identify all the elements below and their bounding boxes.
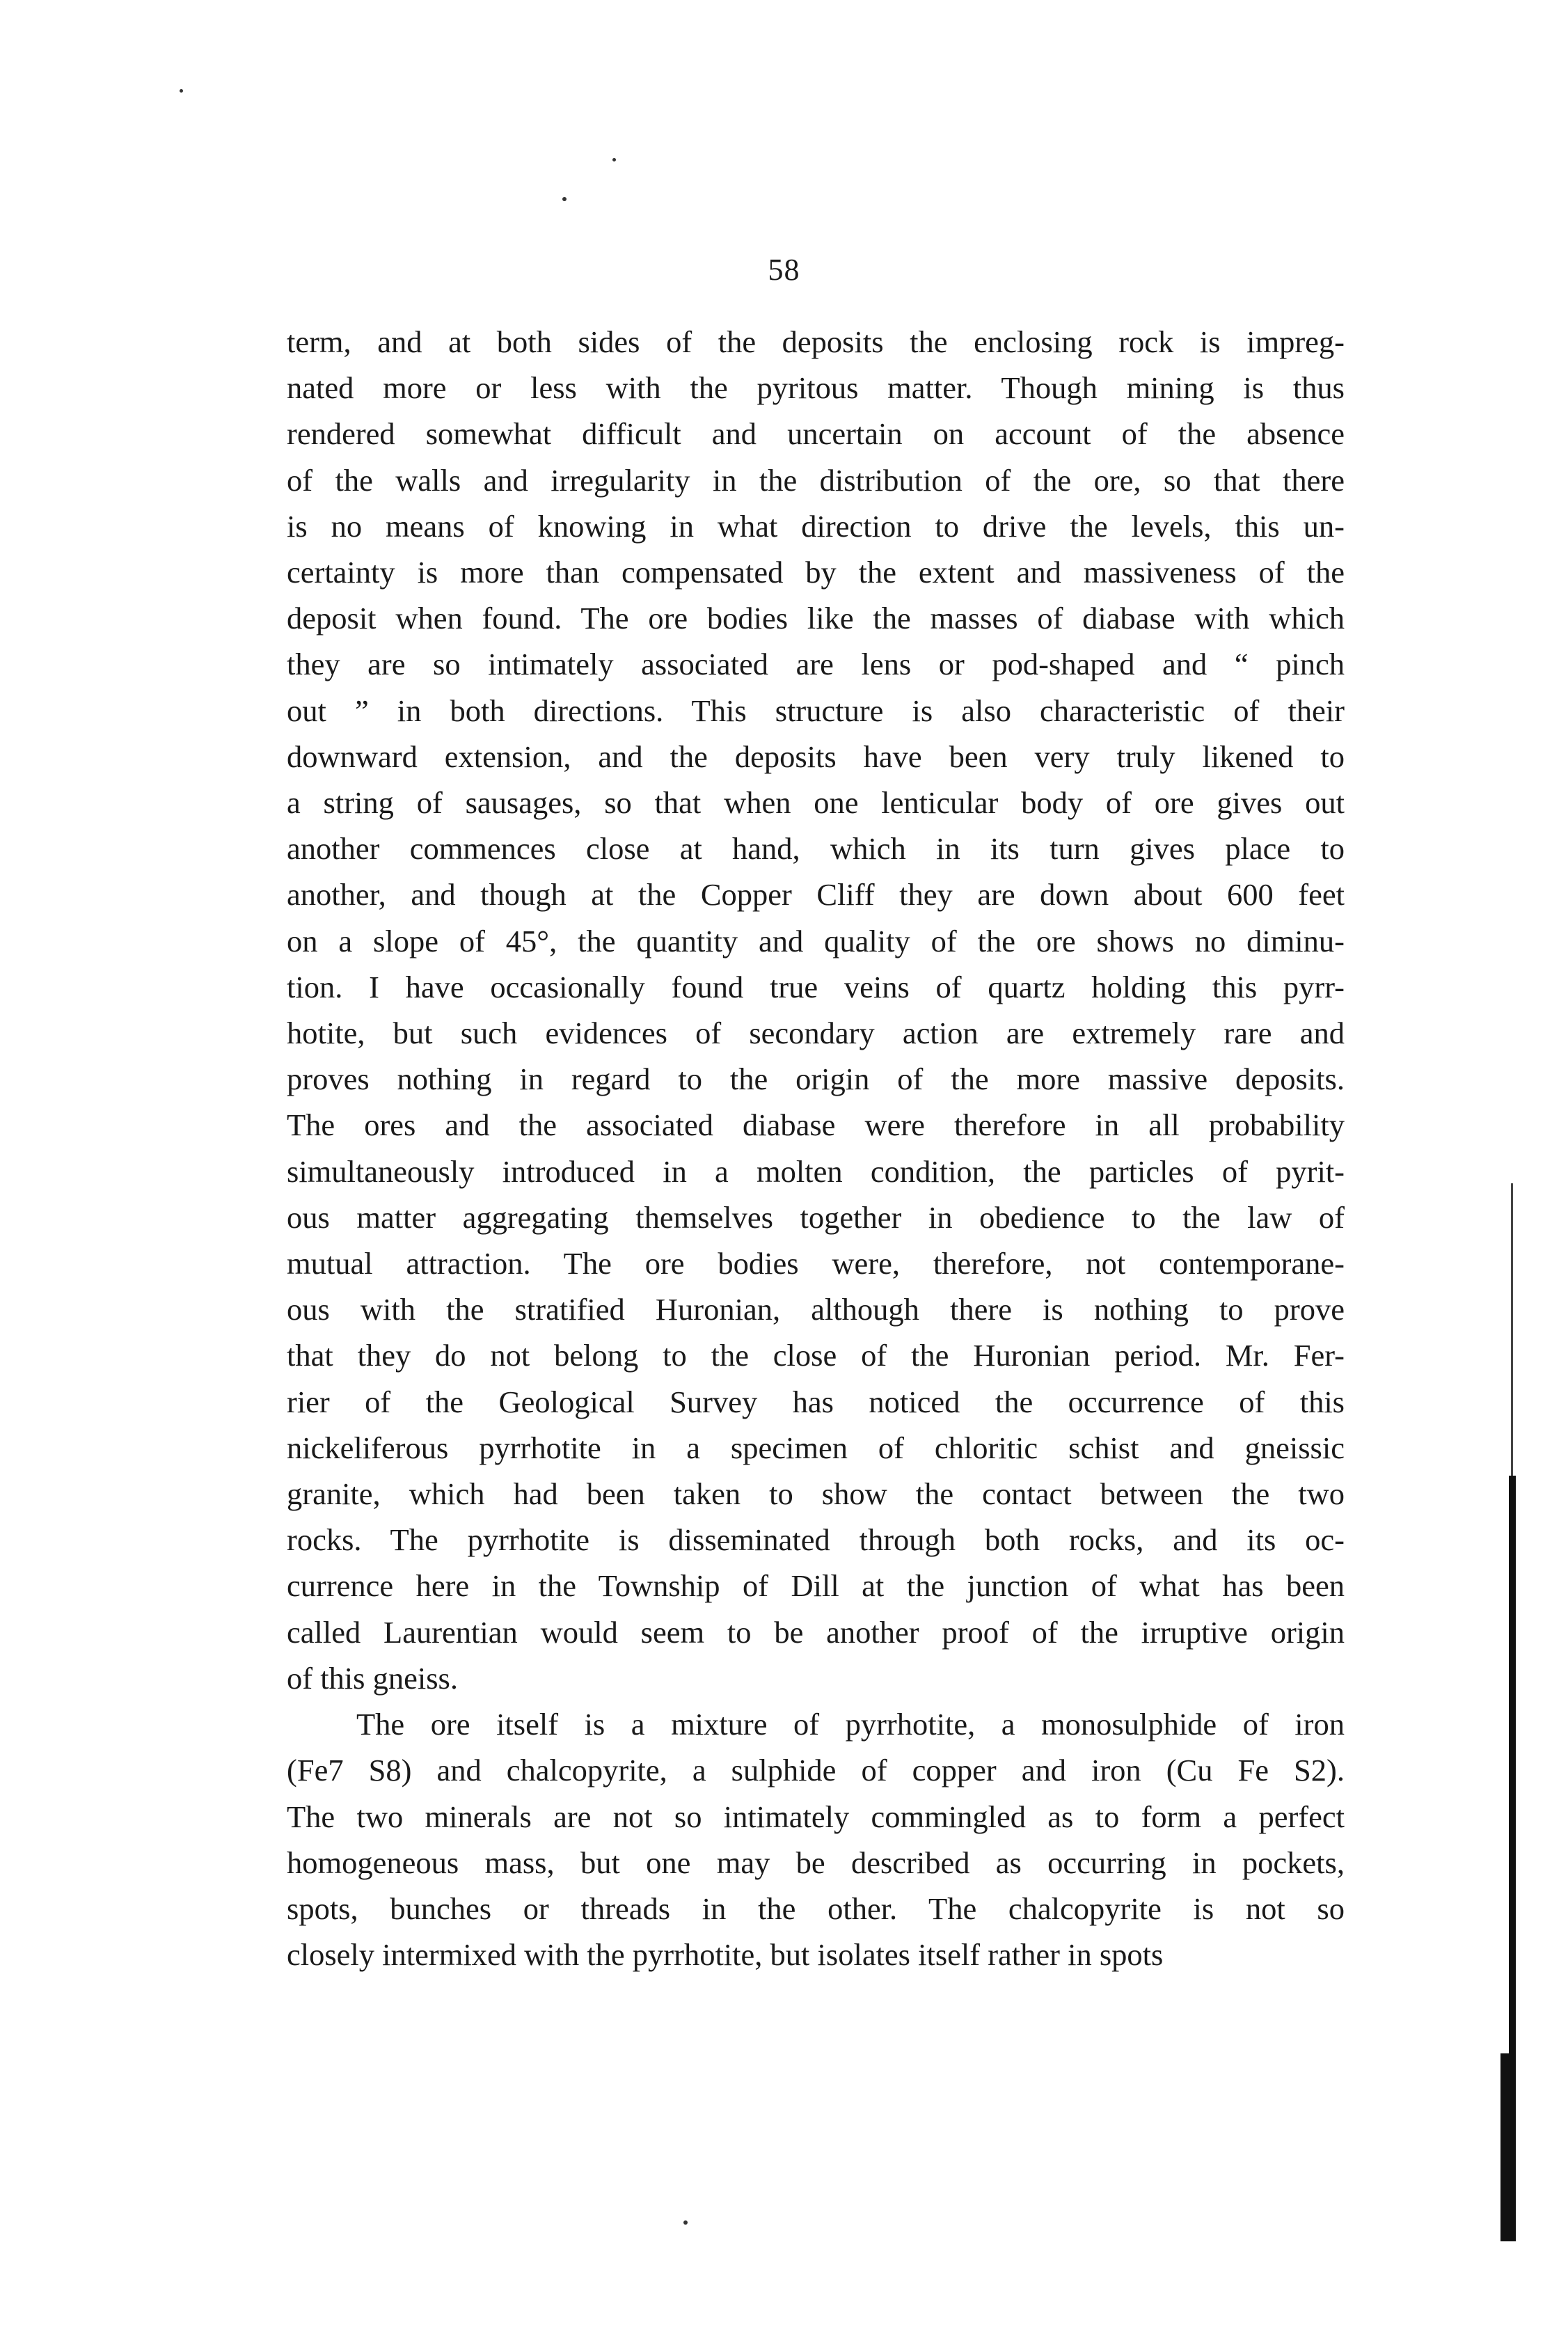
text-line: (Fe7 S8) and chalcopyrite, a sulphide of copper and iron (Cu Fe S2).	[287, 1753, 1345, 1788]
text-line: rier of the Geological Survey has noticed the occurrence of this	[287, 1384, 1345, 1419]
body-text	[287, 319, 1345, 1978]
scan-speck	[562, 197, 567, 201]
text-line: closely intermixed with the pyrrhotite, but isolates itself rather in spots	[287, 1937, 1164, 1973]
text-line: term, and at both sides of the deposits the enclosing rock is impreg-	[287, 324, 1345, 359]
scan-speck	[612, 158, 616, 161]
text-line: another, and though at the Copper Cliff they are down about 600 feet	[287, 877, 1345, 913]
text-line: downward extension, and the deposits have been very truly likened to	[287, 739, 1345, 774]
text-line: proves nothing in regard to the origin of the more massive deposits.	[287, 1062, 1345, 1097]
text-line: is no means of knowing in what direction to drive the levels, this un-	[287, 508, 1345, 544]
text-line: another commences close at hand, which in its turn gives place to	[287, 831, 1345, 867]
binding-edge-shadow	[1500, 2053, 1516, 2241]
binding-edge-shadow	[1511, 1183, 1513, 1476]
text-line: called Laurentian would seem to be another proof of the irruptive origin	[287, 1614, 1345, 1650]
text-line: nated more or less with the pyritous matter. Though mining is thus	[287, 370, 1345, 406]
text-line: homogeneous mass, but one may be described as occurring in pockets,	[287, 1845, 1345, 1880]
text-line: that they do not belong to the close of the Huronian period. Mr. Fer-	[287, 1338, 1345, 1373]
text-line: The two minerals are not so intimately commingled as to form a perfect	[287, 1799, 1345, 1834]
text-line: The ores and the associated diabase were therefore in all probability	[287, 1107, 1345, 1143]
text-line: simultaneously introduced in a molten condition, the particles of pyrit-	[287, 1153, 1345, 1189]
text-line: The ore itself is a mixture of pyrrhotite, a monosulphide of iron	[356, 1707, 1345, 1742]
text-line: ous matter aggregating themselves together in obedience to the law of	[287, 1199, 1345, 1235]
text-line: out ” in both directions. This structure is also characteristic of their	[287, 693, 1345, 728]
text-line: mutual attraction. The ore bodies were, therefore, not contemporane-	[287, 1246, 1345, 1281]
text-line: a string of sausages, so that when one lenticular body of ore gives out	[287, 785, 1345, 821]
paragraph-2	[287, 1701, 1345, 1978]
text-line: they are so intimately associated are lens or pod-shaped and “ pinch	[287, 647, 1345, 682]
text-line: of this gneiss.	[287, 1660, 458, 1696]
text-line: on a slope of 45°, the quantity and quality of the ore shows no diminu-	[287, 923, 1345, 958]
text-line: rendered somewhat difficult and uncertain on account of the absence	[287, 416, 1345, 452]
text-line: granite, which had been taken to show the contact between the two	[287, 1476, 1345, 1512]
scan-speck	[683, 2220, 688, 2225]
text-line: rocks. The pyrrhotite is disseminated through both rocks, and its oc-	[287, 1522, 1345, 1558]
text-line: of the walls and irregularity in the distribution of the ore, so that there	[287, 462, 1345, 498]
text-line: currence here in the Township of Dill at the junction of what has been	[287, 1568, 1345, 1604]
text-line: certainty is more than compensated by the extent and massiveness of the	[287, 555, 1345, 590]
paragraph-1	[287, 319, 1345, 1701]
page-number: 58	[768, 253, 800, 287]
text-line: nickeliferous pyrrhotite in a specimen of chloritic schist and gneissic	[287, 1430, 1345, 1465]
text-line: deposit when found. The ore bodies like the masses of diabase with which	[287, 601, 1345, 636]
text-line: spots, bunches or threads in the other. The chalcopyrite is not so	[287, 1891, 1345, 1926]
text-line: tion. I have occasionally found true veins of quartz holding this pyrr-	[287, 969, 1345, 1004]
scan-speck	[180, 89, 183, 93]
text-line: hotite, but such evidences of secondary action are extremely rare and	[287, 1016, 1345, 1051]
text-line: ous with the stratified Huronian, although there is nothing to prove	[287, 1292, 1345, 1327]
